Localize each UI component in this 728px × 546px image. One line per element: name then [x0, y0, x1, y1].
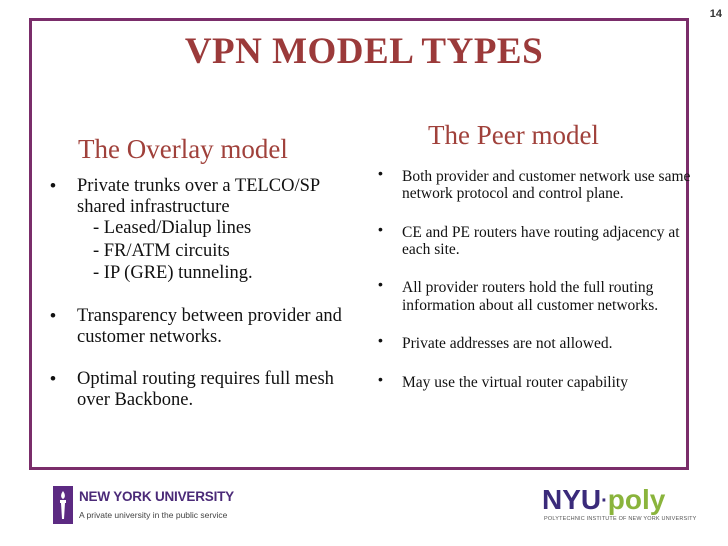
bullet-marker: •	[378, 276, 383, 293]
peer-bullet-list	[376, 165, 696, 391]
overlay-model-heading: The Overlay model	[78, 134, 288, 164]
nyu-logo-tagline: A private university in the public service	[79, 510, 228, 520]
overlay-subitem: - IP (GRE) tunneling.	[93, 262, 253, 283]
overlay-subitem: - FR/ATM circuits	[93, 240, 230, 261]
poly-logo-dot: ·	[601, 490, 608, 513]
poly-logo-nyu: NYU	[542, 484, 602, 515]
peer-bullet-4	[376, 332, 696, 353]
overlay-bullet-list	[50, 176, 370, 411]
peer-model-heading: The Peer model	[428, 120, 599, 150]
peer-bullet-3	[376, 276, 696, 314]
torch-icon	[53, 486, 73, 524]
nyu-logo-name: NEW YORK UNIVERSITY	[79, 489, 234, 504]
overlay-bullet-2	[50, 306, 370, 347]
peer-bullet-text: May use the virtual router capability	[402, 373, 628, 391]
bullet-marker: •	[378, 220, 383, 237]
bullet-marker: •	[50, 306, 56, 325]
nyu-logo	[47, 486, 234, 526]
overlay-bullet-text: Optimal routing requires full mesh over Backbone.	[77, 369, 334, 411]
poly-logo-poly: poly	[607, 484, 666, 515]
overlay-bullet-1	[50, 176, 370, 284]
peer-bullet-text: All provider routers hold the full routing information about all customer networks.	[402, 279, 659, 314]
poly-logo-tagline: POLYTECHNIC INSTITUTE OF NEW YORK UNIVERSITY	[544, 516, 697, 522]
peer-bullet-text: Private addresses are not allowed.	[402, 335, 613, 353]
bullet-marker: •	[50, 176, 56, 195]
peer-bullet-text: Both provider and customer network use same network protocol and control plane.	[402, 168, 691, 203]
peer-bullet-2	[376, 220, 696, 259]
bullet-marker: •	[378, 332, 383, 349]
overlay-bullet-text: Private trunks over a TELCO/SP shared infrastructure	[77, 176, 320, 217]
nyu-poly-logo	[542, 484, 697, 528]
nyu-poly-wordmark	[542, 484, 665, 516]
peer-bullet-1	[376, 165, 696, 203]
overlay-bullet-3	[50, 369, 370, 410]
slide-title: VPN MODEL TYPES	[184, 31, 544, 72]
peer-bullet-5	[376, 370, 696, 391]
bullet-marker: •	[378, 370, 383, 387]
bullet-marker: •	[378, 165, 383, 181]
bullet-marker: •	[50, 369, 56, 389]
peer-bullet-text: CE and PE routers have routing adjacency at each site.	[402, 223, 680, 259]
overlay-bullet-text: Transparency between provider and customer networks.	[77, 306, 342, 347]
slide-number: 14	[709, 8, 722, 20]
overlay-subitem: - Leased/Dialup lines	[93, 218, 252, 239]
